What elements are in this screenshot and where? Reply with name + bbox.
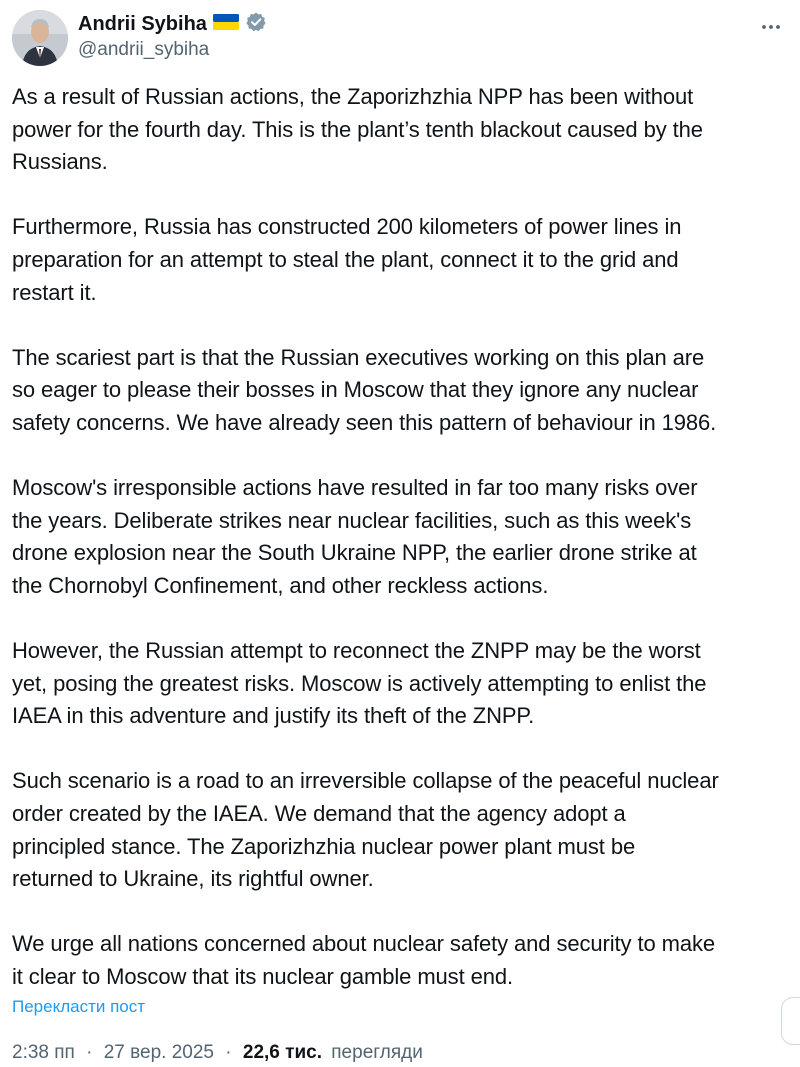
post-paragraph: The scariest part is that the Russian executives working on this plan are so eager to please their bosses in Moscow that they ignore any nuclear safety concerns. We have already seen this pattern of behaviour in 1986. [12, 344, 717, 435]
meta-separator: · [225, 1042, 232, 1063]
author-display-name: Andrii Sybiha [78, 13, 207, 35]
translate-post-link[interactable]: Перекласти пост [12, 997, 146, 1016]
side-widget-edge[interactable] [781, 997, 800, 1045]
more-options-icon [759, 15, 783, 39]
avatar-image [12, 10, 68, 66]
ukraine-flag-icon [213, 13, 239, 36]
author-name-row[interactable] [78, 11, 267, 37]
author-handle[interactable]: @andrii_sybiha [78, 39, 210, 60]
post-paragraph: However, the Russian attempt to reconnect the ZNPP may be the worst yet, posing the greatest risks. Moscow is actively attempting to enlist the IAEA in this adventure and justify its theft of the ZNPP. [12, 638, 707, 729]
post-paragraph: Such scenario is a road to an irreversible collapse of the peaceful nuclear order created by the IAEA. We demand that the agency adopt a principled stance. The Zaporizhzhia nuclear power plant must be returned to Ukraine, its rightful owner. [12, 768, 719, 892]
more-options-button[interactable] [756, 12, 786, 42]
post-paragraph: Moscow's irresponsible actions have resulted in far too many risks over the years. Deliberate strikes near nuclear facilities, such as this week's drone explosion near the South Ukraine NPP, the earlier drone strike at the Chornobyl Confinement, and other reckless actions. [12, 475, 698, 598]
post-text [12, 81, 792, 994]
post-paragraph: Furthermore, Russia has constructed 200 kilometers of power lines in preparation for an attempt to steal the plant, connect it to the grid and restart it. [12, 214, 682, 305]
verified-badge-icon[interactable] [245, 11, 267, 38]
meta-separator: · [86, 1042, 93, 1063]
post-time[interactable]: 2:38 пп [12, 1042, 75, 1063]
post-header [12, 8, 788, 64]
post-paragraph: As a result of Russian actions, the Zaporizhzhia NPP has been without power for the fourth day. This is the plant’s tenth blackout caused by the Russians. [12, 84, 703, 175]
post-paragraph: We urge all nations concerned about nuclear safety and security to make it clear to Moscow that its nuclear gamble must end. [12, 931, 716, 990]
views-count: 22,6 тис. [242, 1042, 322, 1063]
views-label: перегляди [331, 1042, 423, 1063]
avatar[interactable] [12, 10, 68, 66]
post-meta [12, 1040, 423, 1066]
post-date[interactable]: 27 вер. 2025 [103, 1042, 214, 1063]
